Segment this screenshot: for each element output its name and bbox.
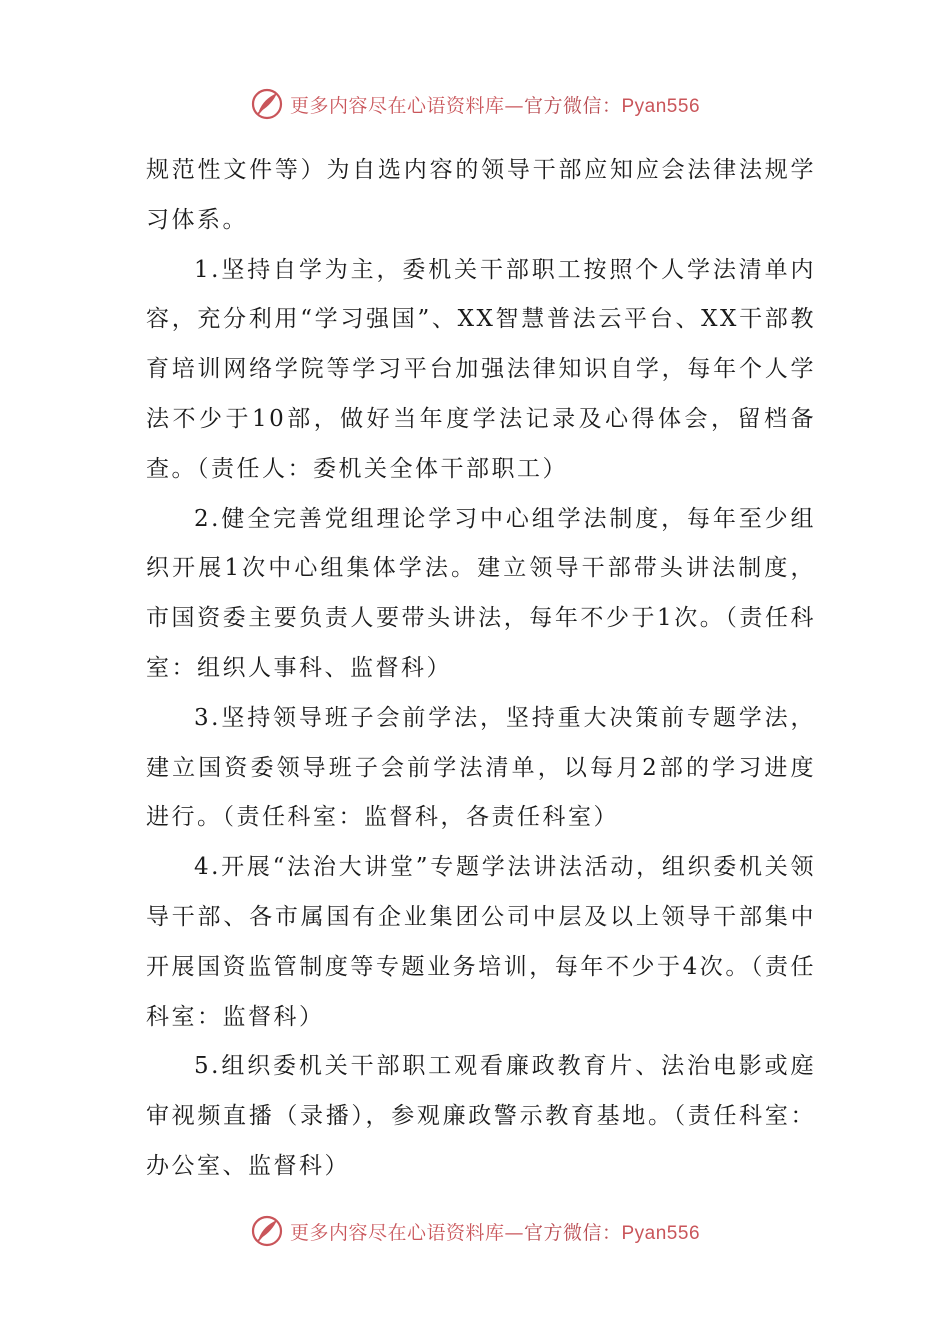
quill-logo-icon — [250, 87, 284, 121]
watermark-wechat-label: 官方微信： — [523, 94, 622, 117]
paragraph-continuation: 规范性文件等）为自选内容的领导干部应知应会法律法规学习体系。 — [146, 157, 816, 233]
paragraph-item-4: 4.开展“法治大讲堂”专题学法讲法活动，组织委机关领导干部、各市属国有企业集团公司中层及以上领导干部集中开展国资监管制度等专题业务培训，每年不少于4次。（责任科室：监督科） — [146, 854, 816, 1030]
header-watermark — [0, 84, 950, 124]
document-body — [146, 146, 816, 1192]
watermark-wechat-id: Pyan556 — [621, 1222, 701, 1244]
watermark-text — [290, 1218, 700, 1245]
footer-watermark — [0, 1211, 950, 1251]
paragraph-item-2: 2.健全完善党组理论学习中心组学法制度，每年至少组织开展1次中心组集体学法。建立领导干部带头讲法制度，市国资委主要负责人要带头讲法，每年不少于1次。（责任科室：组织人事科、监督科） — [146, 505, 816, 681]
paragraph-item-5: 5.组织委机关干部职工观看廉政教育片、法治电影或庭审视频直播（录播），参观廉政警示教育基地。（责任科室：办公室、监督科） — [146, 1053, 816, 1179]
paragraph-item-1: 1.坚持自学为主，委机关干部职工按照个人学法清单内容，充分利用“学习强国”、XX智慧普法云平台、XX干部教育培训网络学院等学习平台加强法律知识自学，每年个人学法不少于10部，做好当年度学法记录及心得体会，留档备查。（责任人：委机关全体干部职工） — [146, 256, 816, 482]
watermark-text — [290, 91, 700, 118]
quill-logo-icon — [250, 1214, 284, 1248]
watermark-main: 更多内容尽在心语资料库— — [289, 94, 524, 117]
watermark-main: 更多内容尽在心语资料库— — [289, 1221, 524, 1244]
watermark-wechat-label: 官方微信： — [523, 1221, 622, 1244]
watermark-wechat-id: Pyan556 — [621, 95, 701, 117]
paragraph-item-3: 3.坚持领导班子会前学法，坚持重大决策前专题学法，建立国资委领导班子会前学法清单，以每月2部的学习进度进行。（责任科室：监督科，各责任科室） — [146, 704, 816, 831]
